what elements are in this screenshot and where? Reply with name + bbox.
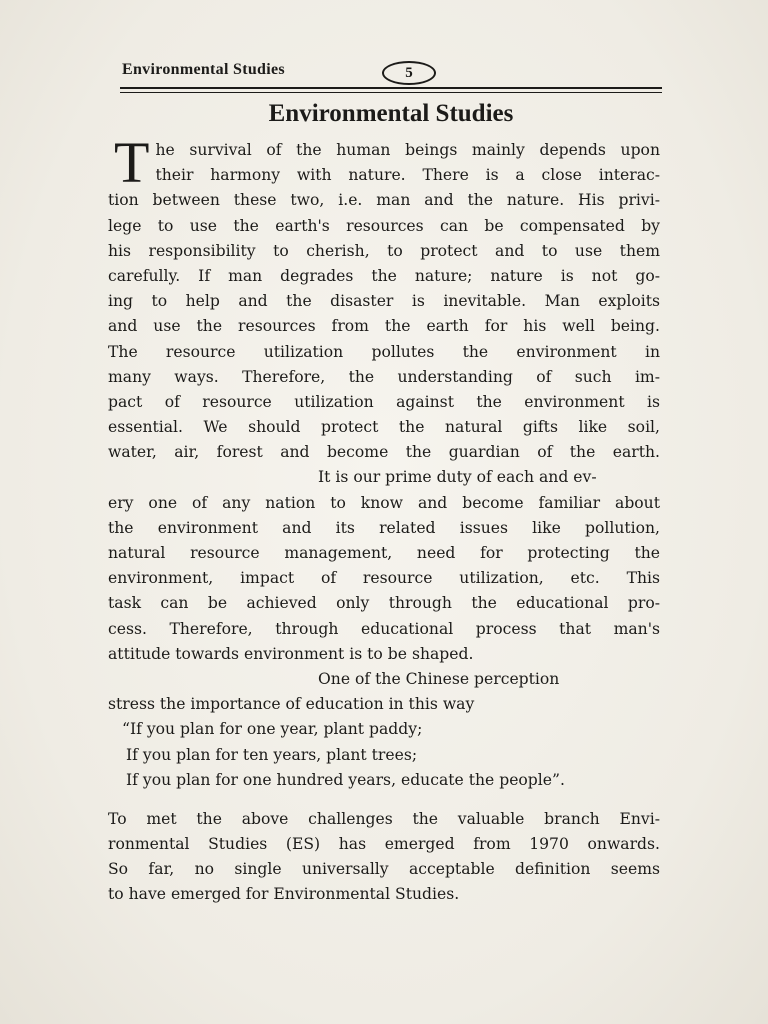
drop-cap: T	[114, 130, 150, 195]
text-line: stress the importance of education in this way	[108, 695, 475, 714]
text-line: task can be achieved only through the educational pro-	[108, 594, 660, 613]
text-line: lege to use the earth's resources can be compensated by	[108, 216, 660, 235]
running-title: Environmental Studies	[122, 61, 285, 78]
text-line: and use the resources from the earth for his well being.	[108, 317, 660, 336]
paragraph-gap	[108, 793, 660, 807]
paragraph-3	[108, 667, 660, 793]
text-line: ery one of any nation to know and become familiar about	[108, 493, 660, 512]
text-line: the environment and its related issues like pollution,	[108, 518, 660, 537]
text-line: One of the Chinese perception	[318, 669, 560, 688]
paragraph-1	[108, 130, 660, 465]
text-line: The resource utilization pollutes the environment in	[108, 342, 660, 361]
text-line: to have emerged for Environmental Studies.	[108, 885, 460, 904]
text-line: many ways. Therefore, the understanding of such im-	[108, 367, 660, 386]
text-line: So far, no single universally acceptable definition seems	[108, 860, 660, 879]
text-line: cess. Therefore, through educational process that man's	[108, 619, 660, 638]
page-header	[120, 60, 662, 90]
text-line: carefully. If man degrades the nature; nature is not go-	[108, 266, 660, 285]
chapter-title: Environmental Studies	[268, 100, 514, 127]
header-rule-thick	[120, 87, 662, 89]
text-line: attitude towards environment is to be shaped.	[108, 644, 474, 663]
quote-line: “If you plan for one year, plant paddy;	[122, 720, 423, 739]
text-line: his responsibility to cherish, to protect and to use them	[108, 241, 660, 260]
text-line: essential. We should protect the natural gifts like soil,	[108, 418, 660, 437]
text-line: he survival of the human beings mainly depends upon	[155, 141, 660, 159]
text-line: pact of resource utilization against the environment is	[108, 392, 660, 411]
paragraph-2	[108, 465, 660, 667]
text-line: natural resource management, need for protecting the	[108, 544, 660, 562]
quote-line: If you plan for one hundred years, educate the people”.	[126, 770, 565, 789]
page-number: 5	[382, 61, 436, 85]
text-line: environment, impact of resource utilization, etc. This	[108, 569, 660, 588]
header-rule-thin	[120, 92, 662, 93]
quote-line: If you plan for ten years, plant trees;	[126, 745, 418, 764]
text-line: To met the above challenges the valuable branch Envi-	[108, 809, 660, 828]
text-line: ronmental Studies (ES) has emerged from 1970 onwards.	[108, 835, 660, 854]
text-line: tion between these two, i.e. man and the nature. His privi-	[108, 191, 660, 210]
text-line: water, air, forest and become the guardian of the earth.	[108, 443, 660, 462]
text-line: ing to help and the disaster is inevitable. Man exploits	[108, 292, 660, 311]
text-line: It is our prime duty of each and ev-	[318, 468, 597, 487]
body-text	[108, 130, 660, 908]
paragraph-4	[108, 807, 660, 908]
text-line: their harmony with nature. There is a close interac-	[155, 166, 660, 185]
